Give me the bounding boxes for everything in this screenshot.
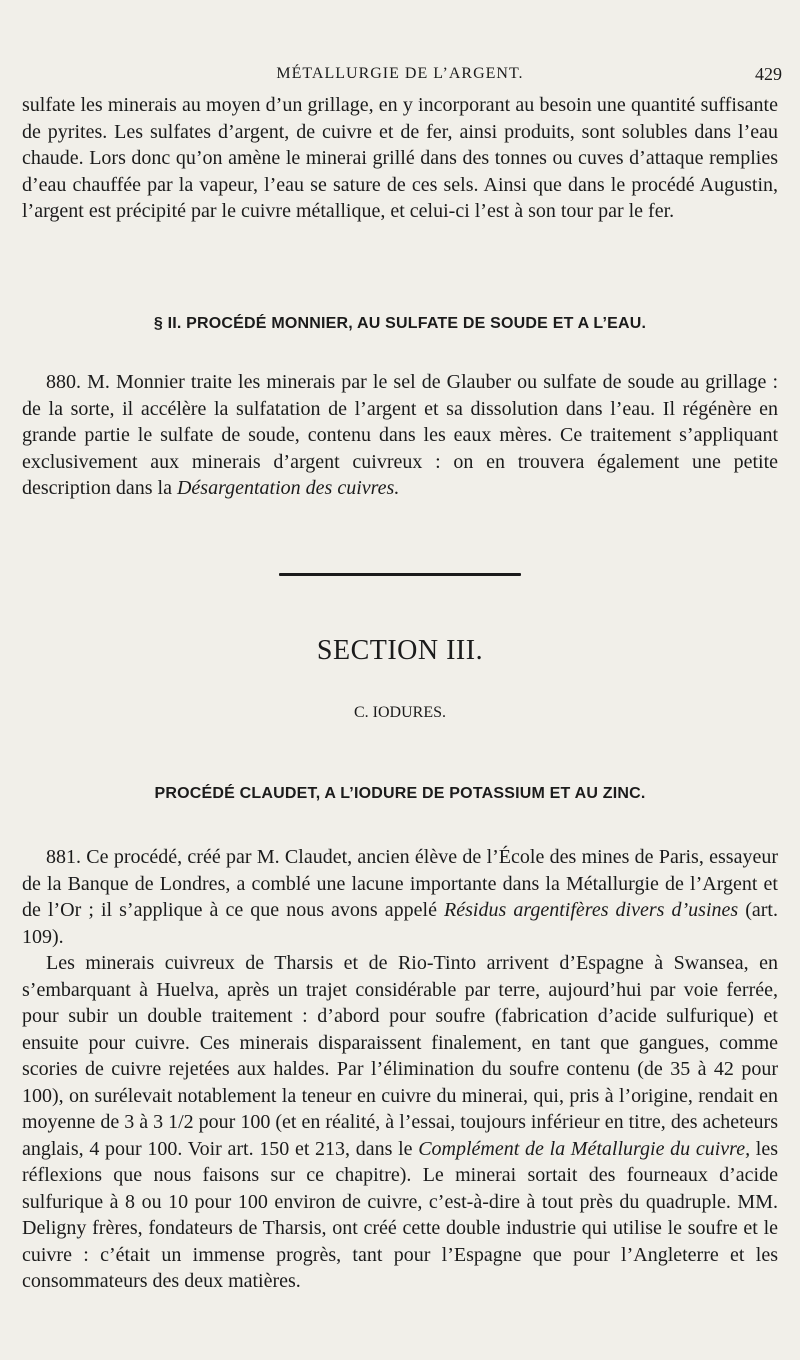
intro-paragraph: sulfate les minerais au moyen d’un grillage, en y incorporant au besoin une quantité suffisante de pyrites. Les sulfates d’argent, de cuivre et de fer, ainsi produits, sont solubles dans l’eau chaude. Lors donc qu’on amène le minerai grillé dans des tonnes ou cuves d’attaque remplies d’eau chauffée par la vapeur, l’eau se sature de ces sels. Ainsi que dans le procédé Augustin, l’argent est précipité par le cuivre métallique, et celui-ci l’est à son tour par le fer. [22,94,778,222]
final-paragraph-text: Les minerais cuivreux de Tharsis et de Rio-Tinto arrivent d’Espagne à Swansea, en s’embarquant à Huelva, après un trajet considérable par terre, aujourd’hui par voie ferrée, pour subir un double traitement : d’abord pour soufre (fabrication d’acide sulfurique) et ensuite pour cuivre. Ces minerais disparaissent finalement, en tant que gangues, comme scories de cuivre rejetées aux haldes. Par l’élimination du soufre contenu (de 35 à 42 pour 100), on surélevait notablement la teneur en cuivre du minerai, qui, pris à l’origine, rendait en moyenne de 3 à 3 1/2 pour 100 (et en réalité, à l’essai, toujours inférieur en titre, des acheteurs anglais, 4 pour 100. Voir art. 150 et 213, dans le [22,952,778,1160]
final-paragraph-end: les réflexions que nous faisons sur ce chapitre). Le minerai sortait des fourneaux d’acide sulfurique à 8 ou 10 pour 100 environ de cuivre, c’est-à-dire à tout près du quadruple. MM. Deligny frères, fondateurs de Tharsis, ont créé cette double industrie qui utilise le soufre et le cuivre : c’était un immense progrès, tant pour l’Espagne que pour l’Angleterre et les consommateurs des deux matières. [22,1137,778,1292]
paragraph-881-end: (art. 109). [22,899,778,948]
paragraph-880-block [22,369,778,502]
paragraph-881 [22,844,778,950]
paragraph-880-text: 880. M. Monnier traite les minerais par le sel de Glauber ou sulfate de soude au grillage : de la sorte, il accélère la sulfatation de l’argent et sa dissolution dans l’eau. Il régénère en grande partie le sulfate de soude, contenu dans les eaux mères. Ce traitement s’appliquant exclusivement aux minerais d’argent cuivreux : on en trouvera également une petite description dans la [22,371,778,499]
subsection-title: C. IODURES. [353,704,446,721]
final-paragraph-italic: Complément de la Métallurgie du cuivre, [418,1137,751,1160]
paragraph-881-italic: Résidus argentifères divers d’usines [444,899,739,921]
running-head [0,62,800,86]
monnier-heading: § II. PROCÉDÉ MONNIER, AU SULFATE DE SOUDE ET A L’EAU. [153,315,647,332]
paragraph-881-text: 881. Ce procédé, créé par M. Claudet, ancien élève de l’École des mines de Paris, essayeur de la Banque de Londres, a comblé une lacune importante dans la Métallurgie de l’Argent et de l’Or ; il s’applique à ce que nous avons appelé [22,846,778,921]
paragraph-880 [22,369,778,502]
running-title: MÉTALLURGIE DE L’ARGENT. [276,65,524,82]
paragraph-881-block [22,844,778,950]
intro-paragraph-block [22,92,778,225]
paragraph-880-italic: Désargentation des cuivres. [176,477,400,499]
page-number: 429 [755,64,782,84]
final-paragraph [22,950,778,1295]
section-separator [279,573,521,576]
final-paragraph-block [22,950,778,1295]
claudet-heading: PROCÉDÉ CLAUDET, A L’IODURE DE POTASSIUM ET AU ZINC. [154,785,646,802]
section-title: SECTION III. [316,635,484,666]
